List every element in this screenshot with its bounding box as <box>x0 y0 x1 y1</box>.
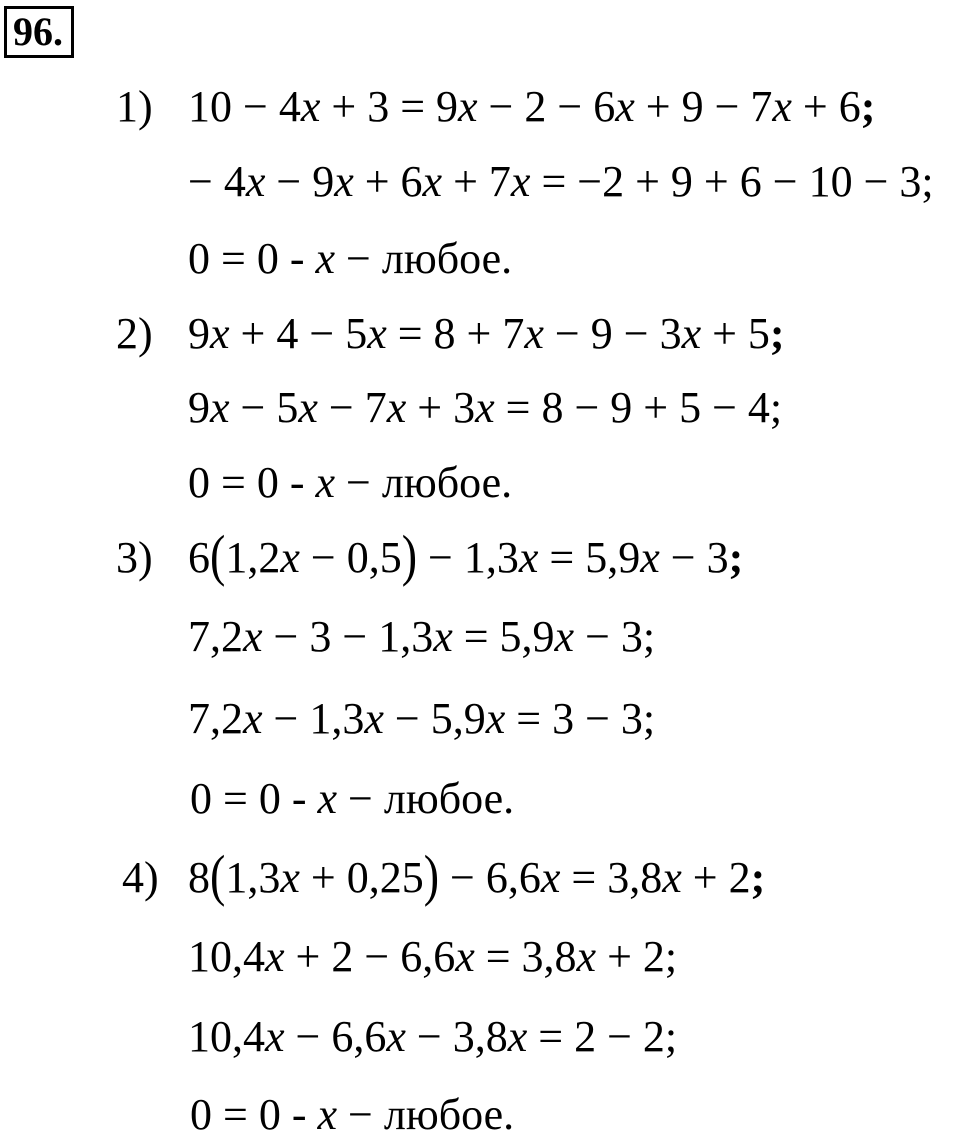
item-3-line-4 <box>190 774 514 824</box>
item-4-line-2 <box>188 932 677 982</box>
problem-number: 96. <box>4 6 74 58</box>
item-3-label: 3) <box>116 533 153 582</box>
equation-text: 0 = 0 - x − любое. <box>188 234 513 283</box>
item-1-line-1 <box>116 82 875 132</box>
item-2-line-2 <box>188 383 782 433</box>
equation-text: 0 = 0 - x − любое. <box>190 1090 515 1139</box>
equation-text: 10 − 4x + 3 = 9x − 2 − 6x + 9 − 7x + 6; <box>188 82 876 131</box>
equation-text: 7,2x − 1,3x − 5,9x = 3 − 3; <box>188 694 656 743</box>
equation-text: 0 = 0 - x − любое. <box>190 774 515 823</box>
equation-text: 10,4x − 6,6x − 3,8x = 2 − 2; <box>188 1012 678 1061</box>
item-3-line-2 <box>188 612 655 662</box>
item-3-line-3 <box>188 694 655 744</box>
item-2-line-1 <box>116 309 785 359</box>
item-4-line-1 <box>122 843 766 907</box>
item-2-line-3 <box>188 458 512 508</box>
equation-text: 9x − 5x − 7x + 3x = 8 − 9 + 5 − 4; <box>188 383 783 432</box>
equation-text: 8(1,3x + 0,25) − 6,6x = 3,8x + 2; <box>188 843 766 907</box>
item-4-line-4 <box>190 1090 514 1140</box>
item-1-label: 1) <box>116 82 153 131</box>
equation-text: 0 = 0 - x − любое. <box>188 458 513 507</box>
item-1-line-2 <box>188 157 934 207</box>
equation-text: 6(1,2x − 0,5) − 1,3x = 5,9x − 3; <box>188 523 744 587</box>
item-4-label: 4) <box>122 853 159 902</box>
equation-text: − 4x − 9x + 6x + 7x = −2 + 9 + 6 − 10 − 3; <box>188 157 934 206</box>
item-1-line-3 <box>188 234 512 284</box>
item-3-line-1 <box>116 523 744 587</box>
item-2-label: 2) <box>116 309 153 358</box>
equation-text: 9x + 4 − 5x = 8 + 7x − 9 − 3x + 5; <box>188 309 785 358</box>
equation-text: 7,2x − 3 − 1,3x = 5,9x − 3; <box>188 612 656 661</box>
item-4-line-3 <box>188 1012 677 1062</box>
equation-text: 10,4x + 2 − 6,6x = 3,8x + 2; <box>188 932 678 981</box>
